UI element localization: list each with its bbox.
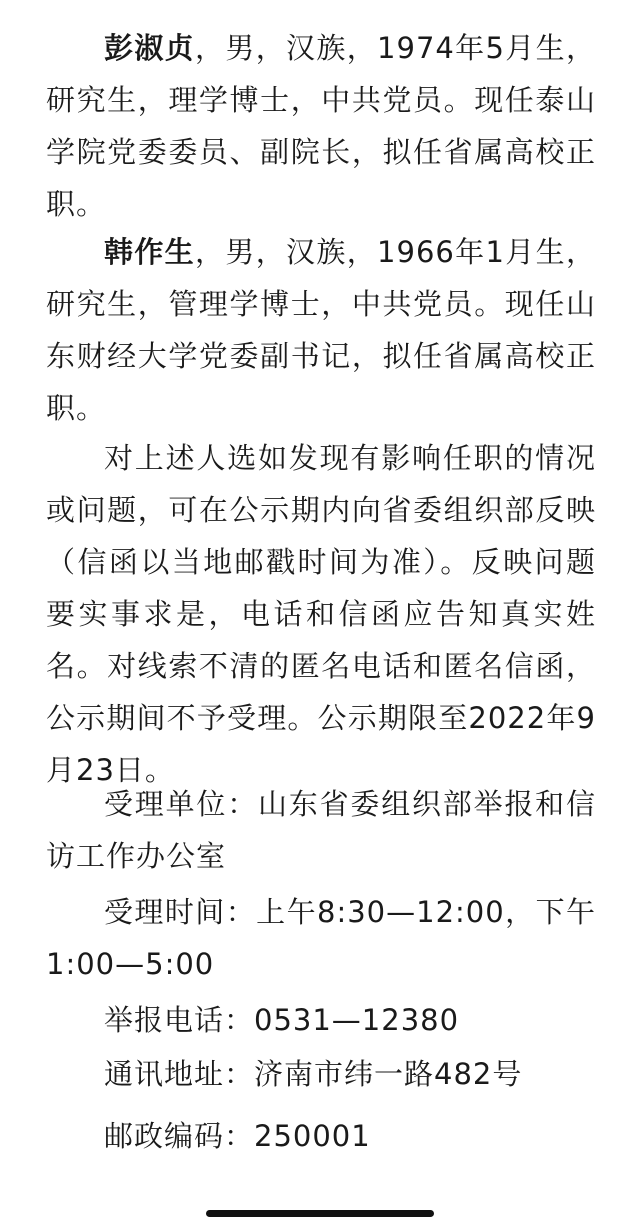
notice-paragraph: 对上述人选如发现有影响任职的情况或问题，可在公示期内向省委组织部反映（信函以当地邮戳时间为准）。反映问题要实事求是，电话和信函应告知真实姓名。对线索不清的匿名电话和匿名信函，公示期间不予受理。公示期限至2022年9月23日。 [46,441,596,787]
contact-postcode: 邮政编码：250001 [104,1119,371,1153]
contact-unit: 受理单位：山东省委组织部举报和信访工作办公室 [46,787,596,873]
home-indicator-bar[interactable] [206,1210,434,1217]
candidate-details-2: ，男，汉族，1966年1月生，研究生，管理学博士，中共党员。现任山东财经大学党委副书记，拟任省属高校正职。 [46,235,596,425]
contact-phone: 举报电话：0531—12380 [104,1003,460,1037]
contact-address: 通讯地址：济南市纬一路482号 [104,1057,523,1091]
candidate-paragraph-1 [46,22,596,230]
candidate-details-1: ，男，汉族，1974年5月生，研究生，理学博士，中共党员。现任泰山学院党委委员、副院长，拟任省属高校正职。 [46,31,596,221]
candidate-name-1: 彭淑贞 [104,31,196,65]
contact-time: 受理时间：上午8:30—12:00，下午1:00—5:00 [46,895,596,981]
candidate-paragraph-2 [46,226,596,434]
candidate-name-2: 韩作生 [104,235,196,269]
